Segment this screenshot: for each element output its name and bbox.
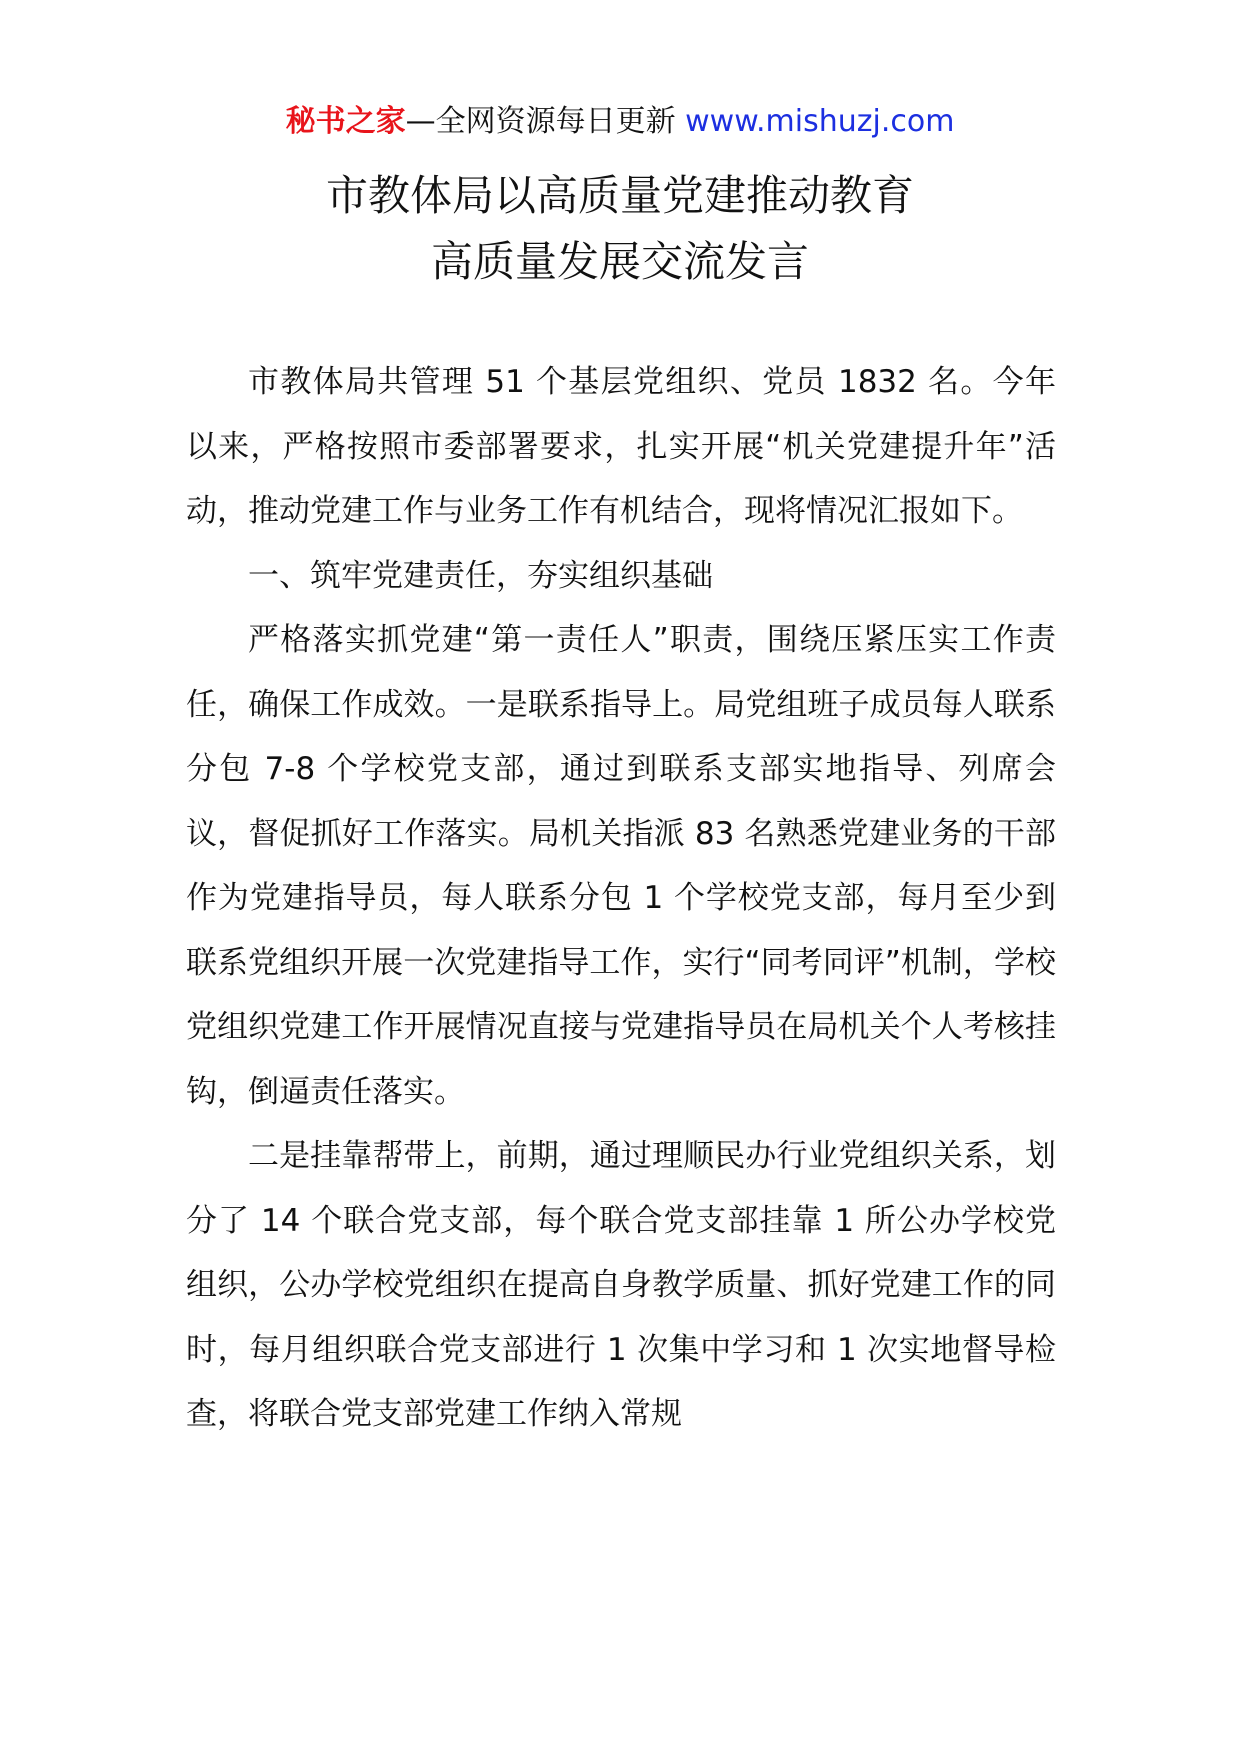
title-line-2: 高质量发展交流发言: [430, 237, 809, 286]
title-line-1: 市教体局以高质量党建推动教育: [325, 171, 914, 220]
body-paragraph: 二是挂靠帮带上，前期，通过理顺民办行业党组织关系，划分了 14 个联合党支部，每个联合党支部挂靠 1 所公办学校党组织，公办学校党组织在提高自身教学质量、抓好党建工作的同时，每月组织联合党支部进行 1 次集中学习和 1 次实地督导检查，将联合党支部党建工作纳入常规: [186, 1138, 1056, 1432]
body-paragraph: 严格落实抓党建“第一责任人”职责，围绕压紧压实工作责任，确保工作成效。一是联系指导上。局党组班子成员每人联系分包 7-8 个学校党支部，通过到联系支部实地指导、列席会议，督促抓好工作落实。局机关指派 83 名熟悉党建业务的干部作为党建指导员，每人联系分包 1 个学校党支部，每月至少到联系党组织开展一次党建指导工作，实行“同考同评”机制，学校党组织党建工作开展情况直接与党建指导员在局机关个人考核挂钩，倒逼责任落实。: [186, 622, 1056, 1110]
brand-name: 秘书之家: [285, 104, 406, 139]
site-url-link[interactable]: www.mishuzj.com: [685, 104, 955, 139]
section-heading: 一、筑牢党建责任，夯实组织基础: [248, 557, 713, 594]
site-header: [0, 102, 1240, 142]
header-tagline: —全网资源每日更新: [405, 104, 676, 139]
document-title: [0, 163, 1240, 295]
document-body: [186, 350, 1056, 1447]
intro-paragraph: 市教体局共管理 51 个基层党组织、党员 1832 名。今年以来，严格按照市委部署要求，扎实开展“机关党建提升年”活动，推动党建工作与业务工作有机结合，现将情况汇报如下。: [186, 364, 1056, 529]
